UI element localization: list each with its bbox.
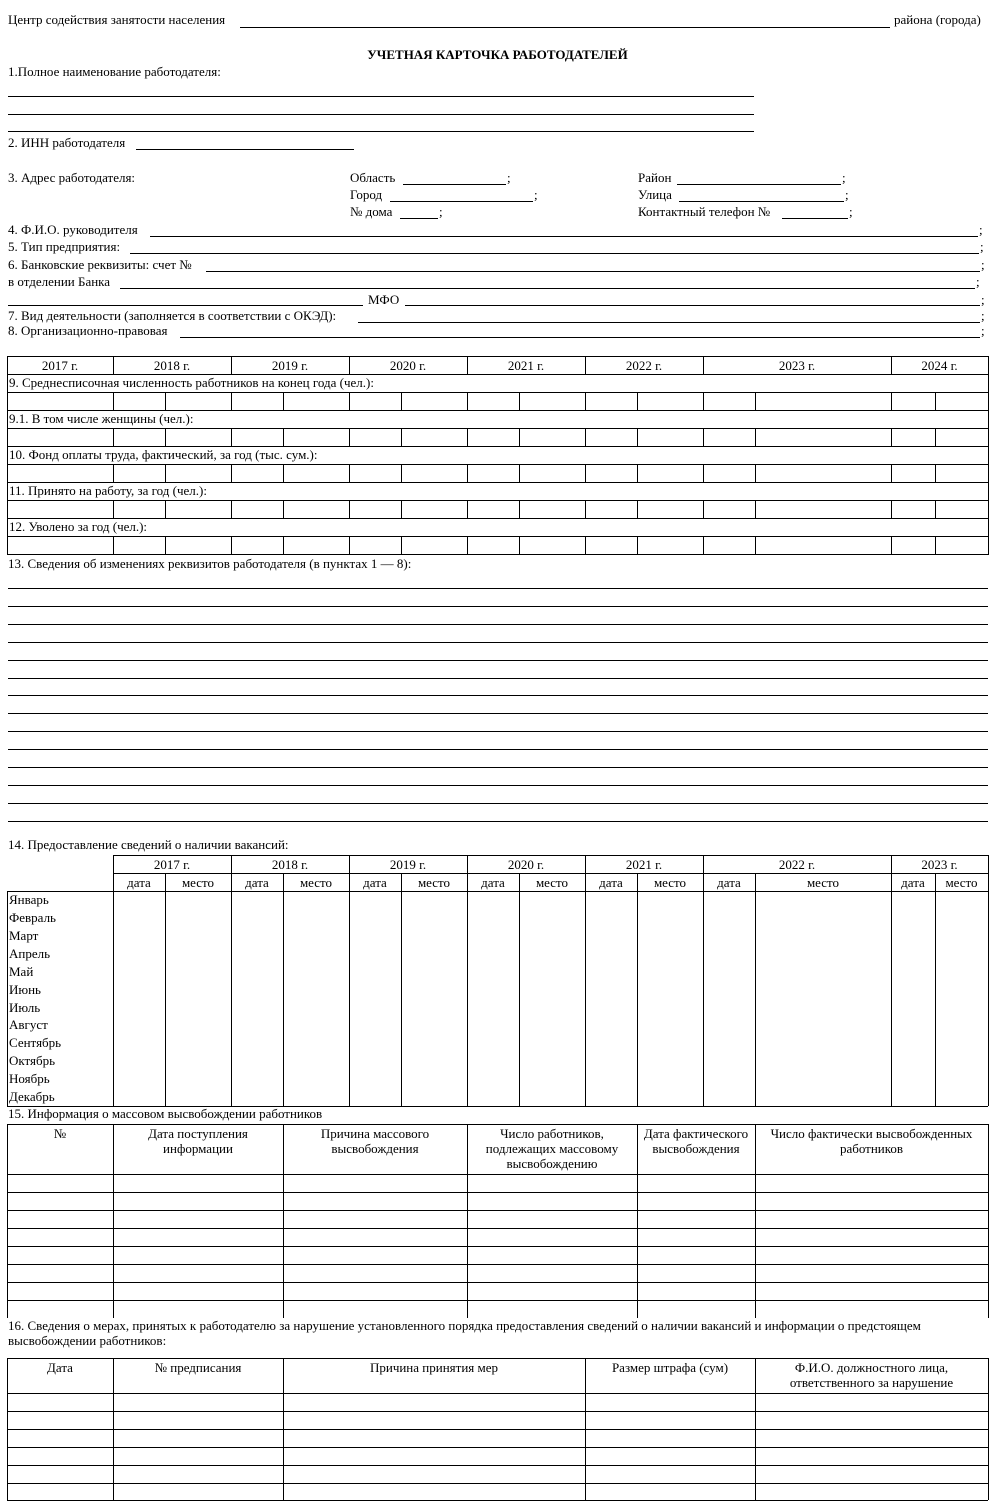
stats-value-cell[interactable] — [520, 393, 584, 409]
stats-value-cell[interactable] — [936, 429, 987, 445]
semicolon: ; — [534, 187, 538, 202]
table-rule — [401, 873, 402, 1106]
table-rule — [7, 1174, 988, 1175]
table-rule — [7, 554, 988, 555]
vacancy-year-header: 2017 г. — [153, 857, 191, 872]
stats-value-cell[interactable] — [704, 465, 754, 481]
stats-value-cell[interactable] — [892, 393, 934, 409]
vacancy-place-header: место — [417, 875, 451, 890]
inn-field[interactable] — [136, 149, 354, 150]
stats-row-label: 9.1. В том числе женщины (чел.): — [9, 411, 194, 426]
table-rule — [7, 1124, 8, 1318]
table-rule — [755, 1124, 756, 1318]
stats-value-cell[interactable] — [114, 429, 164, 445]
year-header: 2018 г. — [153, 358, 191, 373]
stats-value-cell[interactable] — [232, 501, 282, 517]
stats-value-cell[interactable] — [350, 465, 400, 481]
vacancy-year-header: 2021 г. — [625, 857, 663, 872]
stats-value-cell[interactable] — [350, 393, 400, 409]
stats-value-cell[interactable] — [402, 429, 466, 445]
changes-line[interactable] — [8, 749, 988, 750]
changes-line[interactable] — [8, 821, 988, 822]
stats-value-cell[interactable] — [638, 393, 702, 409]
year-header: 2019 г. — [271, 358, 309, 373]
year-header: 2020 г. — [389, 358, 427, 373]
stats-value-cell[interactable] — [8, 537, 112, 553]
stats-value-cell[interactable] — [284, 537, 348, 553]
stats-value-cell[interactable] — [520, 465, 584, 481]
stats-value-cell[interactable] — [638, 465, 702, 481]
table-rule — [165, 873, 166, 1106]
vacancy-date-header: дата — [901, 875, 925, 890]
vacancy-year-header: 2022 г. — [778, 857, 816, 872]
bank-account-field[interactable] — [206, 271, 980, 272]
layoffs-label: 15. Информация о массовом высвобождении работников — [8, 1106, 323, 1121]
changes-line[interactable] — [8, 642, 988, 643]
stats-value-cell[interactable] — [402, 501, 466, 517]
stats-value-cell[interactable] — [468, 537, 518, 553]
month-label: Декабрь — [9, 1089, 55, 1105]
stats-value-cell[interactable] — [936, 537, 987, 553]
stats-value-cell[interactable] — [704, 393, 754, 409]
changes-line[interactable] — [8, 606, 988, 607]
stats-value-cell[interactable] — [8, 465, 112, 481]
month-label: Август — [9, 1017, 48, 1033]
stats-value-cell[interactable] — [586, 501, 636, 517]
table-rule — [7, 1411, 988, 1412]
measure-header: Ф.И.О. должностного лица, ответственного за нарушение — [789, 1360, 954, 1390]
measure-header: № предписания — [154, 1360, 242, 1375]
table-rule — [703, 855, 704, 1106]
table-rule — [637, 873, 638, 1106]
vacancy-date-header: дата — [599, 875, 623, 890]
changes-line[interactable] — [8, 660, 988, 661]
table-rule — [7, 1210, 988, 1211]
stats-value-cell[interactable] — [756, 537, 890, 553]
inn-label: 2. ИНН работодателя — [8, 135, 126, 150]
month-label: Январь — [9, 892, 49, 907]
vacancies-label: 14. Предоставление сведений о наличии вакансий: — [8, 837, 289, 852]
table-rule — [7, 356, 988, 357]
stats-value-cell[interactable] — [284, 429, 348, 445]
city-label: Город — [350, 187, 383, 202]
table-rule — [7, 891, 988, 892]
changes-line[interactable] — [8, 624, 988, 625]
vacancy-place-header: место — [806, 875, 840, 890]
table-rule — [7, 1264, 988, 1265]
semicolon: ; — [981, 323, 985, 338]
month-label: Октябрь — [9, 1053, 56, 1069]
changes-line[interactable] — [8, 803, 988, 804]
stats-value-cell[interactable] — [284, 393, 348, 409]
stats-value-cell[interactable] — [520, 537, 584, 553]
stats-row-label: 12. Уволено за год (чел.): — [9, 519, 148, 534]
full-name-label: 1.Полное наименование работодателя: — [8, 64, 221, 79]
semicolon: ; — [849, 204, 853, 219]
stats-value-cell[interactable] — [166, 465, 230, 481]
layoff-header: Дата фактического высвобождения — [643, 1126, 749, 1156]
stats-value-cell[interactable] — [936, 501, 987, 517]
stats-value-cell[interactable] — [468, 501, 518, 517]
legal-form-label: 8. Организационно-правовая — [8, 323, 168, 338]
changes-line[interactable] — [8, 731, 988, 732]
semicolon: ; — [981, 257, 985, 272]
month-label: Июль — [9, 999, 41, 1015]
layoff-header: Причина массового высвобождения — [320, 1126, 430, 1156]
table-rule — [7, 1393, 988, 1394]
phone-field[interactable] — [782, 218, 848, 219]
changes-line[interactable] — [8, 678, 988, 679]
year-header: 2023 г. — [778, 358, 816, 373]
month-label: Июнь — [9, 981, 41, 997]
stats-value-cell[interactable] — [586, 429, 636, 445]
stats-value-cell[interactable] — [586, 465, 636, 481]
stats-row-label: 11. Принято на работу, за год (чел.): — [9, 483, 207, 498]
year-header: 2022 г. — [625, 358, 663, 373]
table-rule — [283, 1124, 284, 1318]
address-label: 3. Адрес работодателя: — [8, 170, 136, 185]
legal-form-field[interactable] — [180, 337, 980, 338]
table-rule — [113, 1124, 114, 1318]
table-rule — [7, 1246, 988, 1247]
stats-row-label: 10. Фонд оплаты труда, фактический, за год (тыс. сум.): — [9, 447, 318, 462]
month-label: Сентябрь — [9, 1035, 62, 1051]
stats-value-cell[interactable] — [756, 465, 890, 481]
stats-value-cell[interactable] — [350, 429, 400, 445]
stats-value-cell[interactable] — [232, 465, 282, 481]
stats-value-cell[interactable] — [166, 501, 230, 517]
vacancy-year-header: 2023 г. — [921, 857, 958, 872]
table-rule — [7, 1300, 988, 1301]
stats-value-cell[interactable] — [586, 537, 636, 553]
layoff-header: № — [53, 1126, 67, 1141]
table-rule — [7, 1483, 988, 1484]
stats-value-cell[interactable] — [520, 429, 584, 445]
stats-value-cell[interactable] — [284, 501, 348, 517]
changes-label: 13. Сведения об изменениях реквизитов работодателя (в пунктах 1 — 8): — [8, 556, 412, 571]
stats-value-cell[interactable] — [114, 537, 164, 553]
company-type-label: 5. Тип предприятия: — [8, 239, 121, 254]
house-label: № дома — [350, 204, 393, 219]
table-rule — [7, 1500, 988, 1501]
stats-value-cell[interactable] — [704, 537, 754, 553]
table-rule — [349, 855, 350, 1106]
region-label: Область — [350, 170, 396, 185]
semicolon: ; — [976, 274, 980, 289]
measure-header: Причина принятия мер — [369, 1360, 499, 1375]
stats-value-cell[interactable] — [936, 393, 987, 409]
center-name-field[interactable] — [240, 27, 890, 28]
month-label: Март — [9, 927, 39, 943]
year-header: 2021 г. — [507, 358, 545, 373]
table-rule — [7, 1429, 988, 1430]
stats-value-cell[interactable] — [638, 429, 702, 445]
stats-value-cell[interactable] — [936, 465, 987, 481]
bank-branch-field[interactable] — [120, 288, 975, 289]
stats-value-cell[interactable] — [402, 537, 466, 553]
table-rule — [988, 1358, 989, 1500]
layoff-header: Число работников, подлежащих массовому высвобождению — [485, 1126, 619, 1171]
table-rule — [585, 855, 586, 1106]
stats-value-cell[interactable] — [892, 537, 934, 553]
measures-label-2: высвобождении работников: — [8, 1333, 167, 1348]
stats-value-cell[interactable] — [704, 501, 754, 517]
table-rule — [988, 1124, 989, 1318]
mfo-label: МФО — [368, 292, 400, 307]
stats-value-cell[interactable] — [8, 393, 112, 409]
stats-value-cell[interactable] — [586, 393, 636, 409]
month-label: Май — [9, 963, 34, 979]
table-rule — [988, 855, 989, 1106]
table-rule — [7, 1447, 988, 1448]
measures-label-1: 16. Сведения о мерах, принятых к работодателю за нарушение установленного порядка предоставления сведений о наличии вакансий и информации о предстоящем — [8, 1318, 921, 1333]
stats-value-cell[interactable] — [468, 429, 518, 445]
activity-label: 7. Вид деятельности (заполняется в соответствии с ОКЭД): — [8, 308, 337, 323]
bank-label: 6. Банковские реквизиты: счет № — [8, 257, 192, 272]
stats-row-label: 9. Среднесписочная численность работников на конец года (чел.): — [9, 375, 374, 390]
table-rule — [7, 1228, 988, 1229]
measure-header: Дата — [47, 1360, 73, 1375]
semicolon: ; — [979, 222, 983, 237]
semicolon: ; — [980, 239, 984, 254]
stats-value-cell[interactable] — [756, 393, 890, 409]
stats-value-cell[interactable] — [350, 537, 400, 553]
vacancy-place-header: место — [181, 875, 215, 890]
stats-value-cell[interactable] — [704, 429, 754, 445]
vacancy-date-header: дата — [127, 875, 151, 890]
vacancy-year-header: 2018 г. — [271, 857, 309, 872]
table-rule — [755, 873, 756, 1106]
stats-value-cell[interactable] — [892, 429, 934, 445]
stats-value-cell[interactable] — [232, 429, 282, 445]
table-rule — [113, 855, 988, 856]
manager-field[interactable] — [150, 236, 978, 237]
district-label: района (города) — [894, 12, 981, 27]
stats-value-cell[interactable] — [232, 393, 282, 409]
month-label: Апрель — [9, 945, 51, 961]
manager-label: 4. Ф.И.О. руководителя — [8, 222, 138, 237]
full-name-line-1[interactable] — [8, 96, 754, 97]
vacancy-year-header: 2020 г. — [507, 857, 545, 872]
stats-value-cell[interactable] — [114, 501, 164, 517]
stats-value-cell[interactable] — [166, 537, 230, 553]
house-field[interactable] — [400, 218, 438, 219]
vacancy-date-header: дата — [245, 875, 269, 890]
stats-value-cell[interactable] — [232, 537, 282, 553]
layoff-header: Число фактически высвобожденных работников — [770, 1126, 973, 1156]
layoff-header: Дата поступления информации — [148, 1126, 248, 1156]
activity-field[interactable] — [358, 322, 980, 323]
table-rule — [519, 873, 520, 1106]
table-rule — [7, 518, 988, 519]
year-header: 2017 г. — [41, 358, 79, 373]
table-rule — [7, 356, 8, 555]
semicolon: ; — [842, 170, 846, 185]
district-field[interactable] — [677, 184, 841, 185]
changes-line[interactable] — [8, 785, 988, 786]
changes-line[interactable] — [8, 588, 988, 589]
district-field-label: Район — [638, 170, 672, 185]
stats-value-cell[interactable] — [166, 429, 230, 445]
vacancy-year-header: 2019 г. — [389, 857, 427, 872]
street-label: Улица — [638, 187, 672, 202]
vacancy-date-header: дата — [717, 875, 741, 890]
changes-line[interactable] — [8, 713, 988, 714]
vacancy-date-header: дата — [363, 875, 387, 890]
semicolon: ; — [981, 308, 985, 323]
stats-value-cell[interactable] — [114, 465, 164, 481]
stats-value-cell[interactable] — [114, 393, 164, 409]
stats-value-cell[interactable] — [166, 393, 230, 409]
stats-value-cell[interactable] — [756, 501, 890, 517]
table-rule — [231, 855, 232, 1106]
stats-value-cell[interactable] — [892, 465, 934, 481]
semicolon: ; — [981, 292, 985, 307]
bank-branch-label: в отделении Банка — [8, 274, 111, 289]
table-rule — [7, 1465, 988, 1466]
stats-value-cell[interactable] — [8, 501, 112, 517]
table-rule — [113, 855, 114, 1106]
stats-value-cell[interactable] — [520, 501, 584, 517]
table-rule — [7, 1282, 988, 1283]
stats-value-cell[interactable] — [8, 429, 112, 445]
semicolon: ; — [845, 187, 849, 202]
vacancy-date-header: дата — [481, 875, 505, 890]
bank-extra-field[interactable] — [8, 305, 363, 306]
vacancy-place-header: место — [299, 875, 333, 890]
year-header: 2024 г. — [921, 358, 958, 373]
stats-value-cell[interactable] — [284, 465, 348, 481]
full-name-line-2[interactable] — [8, 114, 754, 115]
page-title: УЧЕТНАЯ КАРТОЧКА РАБОТОДАТЕЛЕЙ — [367, 47, 628, 62]
mfo-field[interactable] — [405, 305, 980, 306]
vacancy-place-header: место — [945, 875, 978, 890]
semicolon: ; — [507, 170, 511, 185]
city-field[interactable] — [390, 201, 533, 202]
table-rule — [113, 873, 988, 874]
table-rule — [988, 356, 989, 555]
full-name-line-3[interactable] — [8, 131, 754, 132]
month-label: Февраль — [9, 909, 56, 925]
stats-value-cell[interactable] — [402, 393, 466, 409]
changes-line[interactable] — [8, 695, 988, 696]
table-rule — [467, 855, 468, 1106]
table-rule — [467, 1124, 468, 1318]
stats-value-cell[interactable] — [756, 429, 890, 445]
changes-line[interactable] — [8, 767, 988, 768]
stats-value-cell[interactable] — [402, 465, 466, 481]
month-label: Ноябрь — [9, 1071, 50, 1087]
vacancy-place-header: место — [653, 875, 687, 890]
table-rule — [637, 1124, 638, 1318]
street-field[interactable] — [679, 201, 844, 202]
region-field[interactable] — [403, 184, 506, 185]
measure-header: Размер штрафа (сум) — [611, 1360, 729, 1375]
table-rule — [891, 855, 892, 1106]
table-rule — [283, 873, 284, 1106]
table-rule — [935, 873, 936, 1106]
center-label: Центр содействия занятости населения — [8, 12, 226, 27]
vacancy-place-header: место — [535, 875, 569, 890]
table-rule — [7, 1192, 988, 1193]
semicolon: ; — [439, 204, 443, 219]
table-rule — [7, 1358, 988, 1359]
phone-label: Контактный телефон № — [638, 204, 771, 219]
stats-value-cell[interactable] — [468, 393, 518, 409]
stats-value-cell[interactable] — [638, 501, 702, 517]
table-rule — [7, 891, 8, 1106]
stats-value-cell[interactable] — [468, 465, 518, 481]
company-type-field[interactable] — [130, 253, 979, 254]
table-rule — [7, 1124, 988, 1125]
stats-value-cell[interactable] — [892, 501, 934, 517]
stats-value-cell[interactable] — [638, 537, 702, 553]
stats-value-cell[interactable] — [350, 501, 400, 517]
